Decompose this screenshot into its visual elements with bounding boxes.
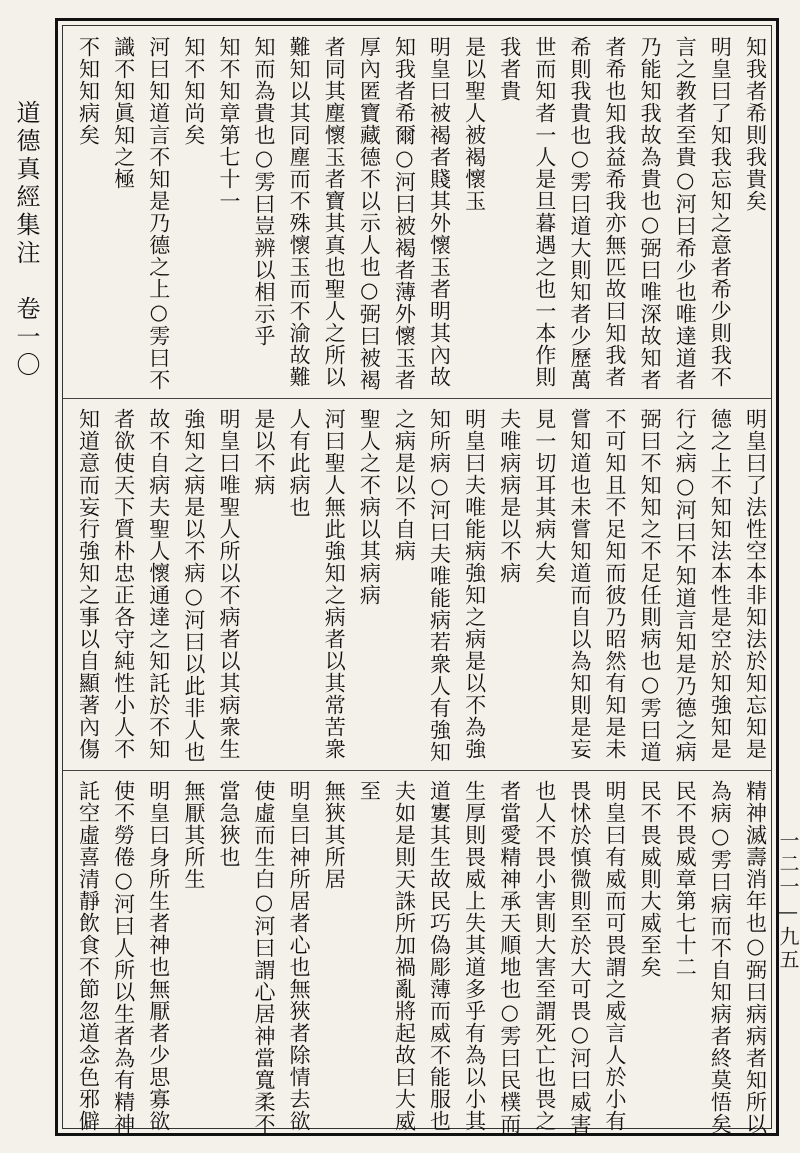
page-number: 一二一—九五	[776, 830, 800, 972]
text-column: 明皇曰有威而可畏謂之威言人於小有	[603, 780, 628, 1132]
margin-title: 道德真經集注 卷一〇	[12, 100, 40, 380]
text-column: 人有此病也	[287, 408, 312, 518]
text-column: 弼曰不知知之不足任則病也○雱曰道	[638, 408, 663, 763]
text-column: 夫如是則天誅所加禍亂將起故曰大威	[392, 780, 417, 1132]
text-column: 生厚則畏威上失其道多乎有為以小其	[462, 780, 487, 1132]
block-divider	[63, 770, 771, 771]
text-column: 言之教者至貴○河曰希少也唯達道者	[673, 36, 698, 391]
text-column: 見一切耳其病大矣	[532, 408, 557, 584]
text-column: 使虛而生白○河曰謂心居神當寬柔不	[252, 780, 277, 1135]
text-column: 明皇曰神所居者心也無狹者除情去欲	[287, 780, 312, 1132]
text-column: 明皇曰了知我忘知之意者希少則我不	[708, 36, 733, 388]
text-column: 精神滅壽消年也○弼曰病病者知所以	[743, 780, 768, 1135]
text-column: 者同其塵懷玉者寶其真也聖人之所以	[322, 36, 347, 388]
text-column: 為病○雱曰病而不自知病者終莫悟矣	[708, 780, 733, 1135]
text-column: 至	[357, 780, 382, 802]
text-column: 德之上不知知法本性是空於知強知是	[708, 408, 733, 760]
text-column: 故不自病夫聖人懷通達之知託於不知	[146, 408, 171, 760]
text-column: 明皇曰了法性空本非知法於知忘知是	[743, 408, 768, 760]
text-column: 民不畏威則大威至矣	[638, 780, 663, 978]
text-column: 明皇曰唯聖人所以不病者以其病衆生	[216, 408, 241, 760]
text-column: 託空虛喜清靜飲食不節忽道念色邪僻	[76, 780, 101, 1132]
text-column: 知道意而妄行強知之事以自顯著內傷	[76, 408, 101, 760]
text-column: 知所病○河曰夫唯能病若衆人有強知	[427, 408, 452, 763]
text-column: 無厭其所生	[181, 780, 206, 890]
text-column: 厚內匿寶藏德不以示人也○弼曰被褐	[357, 36, 382, 391]
text-column: 知而為貴也○雱曰豈辨以相示乎	[252, 36, 277, 347]
text-column: 世而知者一人是旦暮遇之也一本作則	[532, 36, 557, 388]
text-column: 者欲使天下質朴忠正各守純性小人不	[111, 408, 136, 760]
text-column: 明皇曰被褐者賤其外懷玉者明其內故	[427, 36, 452, 388]
text-column: 之病是以不自病	[392, 408, 417, 562]
text-column: 知不知章第七十一	[216, 36, 241, 212]
text-column: 是以不病	[252, 408, 277, 496]
text-column: 也人不畏小害則大害至謂死亡也畏之	[532, 780, 557, 1132]
text-column: 聖人之不病以其病病	[357, 408, 382, 606]
text-column: 道寠其生故民巧偽彫薄而威不能服也	[427, 780, 452, 1132]
text-column: 者當愛精神承天順地也○雱曰民樸而	[497, 780, 522, 1135]
text-column: 明皇曰身所生者神也無厭者少思寡欲	[146, 780, 171, 1132]
text-column: 行之病○河曰不知道言知是乃德之病	[673, 408, 698, 763]
text-block-2	[71, 408, 773, 763]
text-column: 乃能知我故為貴也○弼曰唯深故知者	[638, 36, 663, 391]
text-block-1	[71, 36, 773, 391]
text-column: 明皇曰夫唯能病強知之病是以不為強	[462, 408, 487, 760]
text-column: 不可知且不足知而彼乃昭然有知是未	[603, 408, 628, 760]
text-column: 不知知病矣	[76, 36, 101, 146]
text-column: 者希也知我益希我亦無匹故曰知我者	[603, 36, 628, 388]
text-column: 民不畏威章第七十二	[673, 780, 698, 978]
text-column: 當急狹也	[216, 780, 241, 868]
text-column: 知不知尚矣	[181, 36, 206, 146]
text-frame	[55, 18, 779, 1136]
text-column: 識不知眞知之極	[111, 36, 136, 190]
text-column: 強知之病是以不病○河曰以此非人也	[181, 408, 206, 763]
text-column: 畏怵於慎微則至於大可畏○河曰威害	[567, 780, 592, 1135]
text-column: 是以聖人被褐懷玉	[462, 36, 487, 212]
text-column: 知我者希則我貴矣	[743, 36, 768, 212]
text-column: 夫唯病病是以不病	[497, 408, 522, 584]
text-column: 我者貴	[497, 36, 522, 102]
text-column: 使不勞倦○河曰人所以生者為有精神	[111, 780, 136, 1135]
text-column: 無狹其所居	[322, 780, 347, 890]
text-column: 河曰聖人無此強知之病者以其常苦衆	[322, 408, 347, 760]
text-column: 嘗知道也未嘗知道而自以為知則是妄	[567, 408, 592, 760]
text-column: 河曰知道言不知是乃德之上○雱曰不	[146, 36, 171, 391]
text-column: 難知以其同塵而不殊懷玉而不渝故難	[287, 36, 312, 388]
text-column: 希則我貴也○雱曰道大則知者少歷萬	[567, 36, 592, 391]
text-block-3	[71, 780, 773, 1135]
text-column: 知我者希爾○河曰被褐者薄外懷玉者	[392, 36, 417, 391]
block-divider	[63, 398, 771, 399]
text-frame-inner	[62, 25, 772, 1135]
